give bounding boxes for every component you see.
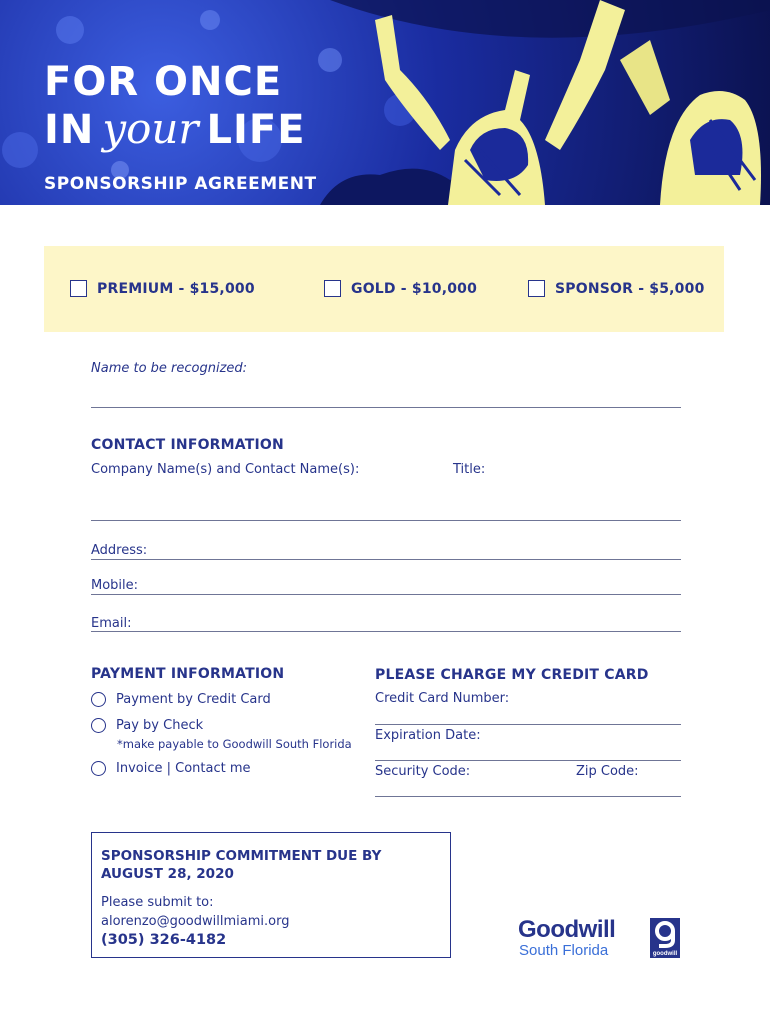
zip-code-label: Zip Code:	[576, 764, 639, 779]
recognition-label: Name to be recognized:	[91, 361, 248, 376]
check-option-label: Pay by Check	[116, 718, 204, 733]
card-number-label: Credit Card Number:	[375, 691, 510, 706]
payment-option-invoice[interactable]	[91, 761, 251, 776]
banner-title-script: your	[102, 104, 199, 153]
logo-region: South Florida	[519, 942, 609, 959]
gold-label: GOLD - $10,000	[351, 280, 478, 297]
logo-wordmark: Goodwill	[518, 916, 616, 943]
address-field[interactable]	[91, 559, 681, 560]
hero-banner	[0, 0, 770, 205]
expiration-label: Expiration Date:	[375, 728, 481, 743]
security-code-label: Security Code:	[375, 764, 471, 779]
card-number-field[interactable]	[375, 724, 681, 725]
payment-option-credit-card[interactable]	[91, 692, 271, 707]
company-field[interactable]	[91, 520, 681, 521]
gold-checkbox[interactable]	[324, 280, 341, 297]
title-label: Title:	[453, 462, 486, 477]
credit-card-option-label: Payment by Credit Card	[116, 692, 271, 707]
premium-label: PREMIUM - $15,000	[97, 280, 255, 297]
level-sponsor[interactable]	[528, 280, 705, 297]
level-gold[interactable]	[324, 280, 477, 297]
banner-title-line1: FOR ONCE	[44, 59, 283, 105]
invoice-radio[interactable]	[91, 761, 106, 776]
sponsor-label: SPONSOR - $5,000	[555, 280, 705, 297]
mobile-label: Mobile:	[91, 578, 139, 593]
banner-title-life: LIFE	[206, 107, 306, 153]
payment-heading: PAYMENT INFORMATION	[91, 666, 285, 682]
check-note: *make payable to Goodwill South Florida	[117, 737, 352, 751]
invoice-option-label: Invoice | Contact me	[116, 761, 251, 776]
security-zip-field[interactable]	[375, 796, 681, 797]
banner-title-in: IN	[44, 107, 95, 153]
level-premium[interactable]	[70, 280, 255, 297]
logo-mark-text: goodwill	[652, 951, 678, 957]
credit-card-radio[interactable]	[91, 692, 106, 707]
premium-checkbox[interactable]	[70, 280, 87, 297]
sponsorship-levels	[44, 246, 724, 332]
recognition-field[interactable]	[91, 407, 681, 408]
payment-option-check[interactable]	[91, 718, 203, 733]
sponsor-checkbox[interactable]	[528, 280, 545, 297]
email-field[interactable]	[91, 631, 681, 632]
check-radio[interactable]	[91, 718, 106, 733]
company-label: Company Name(s) and Contact Name(s):	[91, 462, 360, 477]
banner-title-line2	[44, 104, 306, 153]
deadline-box	[91, 832, 451, 958]
deadline-title: SPONSORSHIP COMMITMENT DUE BY AUGUST 28, 2020	[101, 848, 382, 882]
credit-card-heading: PLEASE CHARGE MY CREDIT CARD	[375, 667, 649, 683]
address-label: Address:	[91, 543, 148, 558]
contact-phone[interactable]: (305) 326-4182	[101, 932, 227, 948]
goodwill-logo	[518, 918, 683, 960]
banner-subtitle: SPONSORSHIP AGREEMENT	[44, 174, 317, 194]
submit-label: Please submit to:	[101, 895, 214, 910]
contact-email[interactable]: alorenzo@goodwillmiami.org	[101, 914, 290, 929]
mobile-field[interactable]	[91, 594, 681, 595]
email-label: Email:	[91, 616, 132, 631]
goodwill-g-icon	[650, 918, 680, 958]
expiration-field[interactable]	[375, 760, 681, 761]
contact-heading: CONTACT INFORMATION	[91, 437, 284, 453]
